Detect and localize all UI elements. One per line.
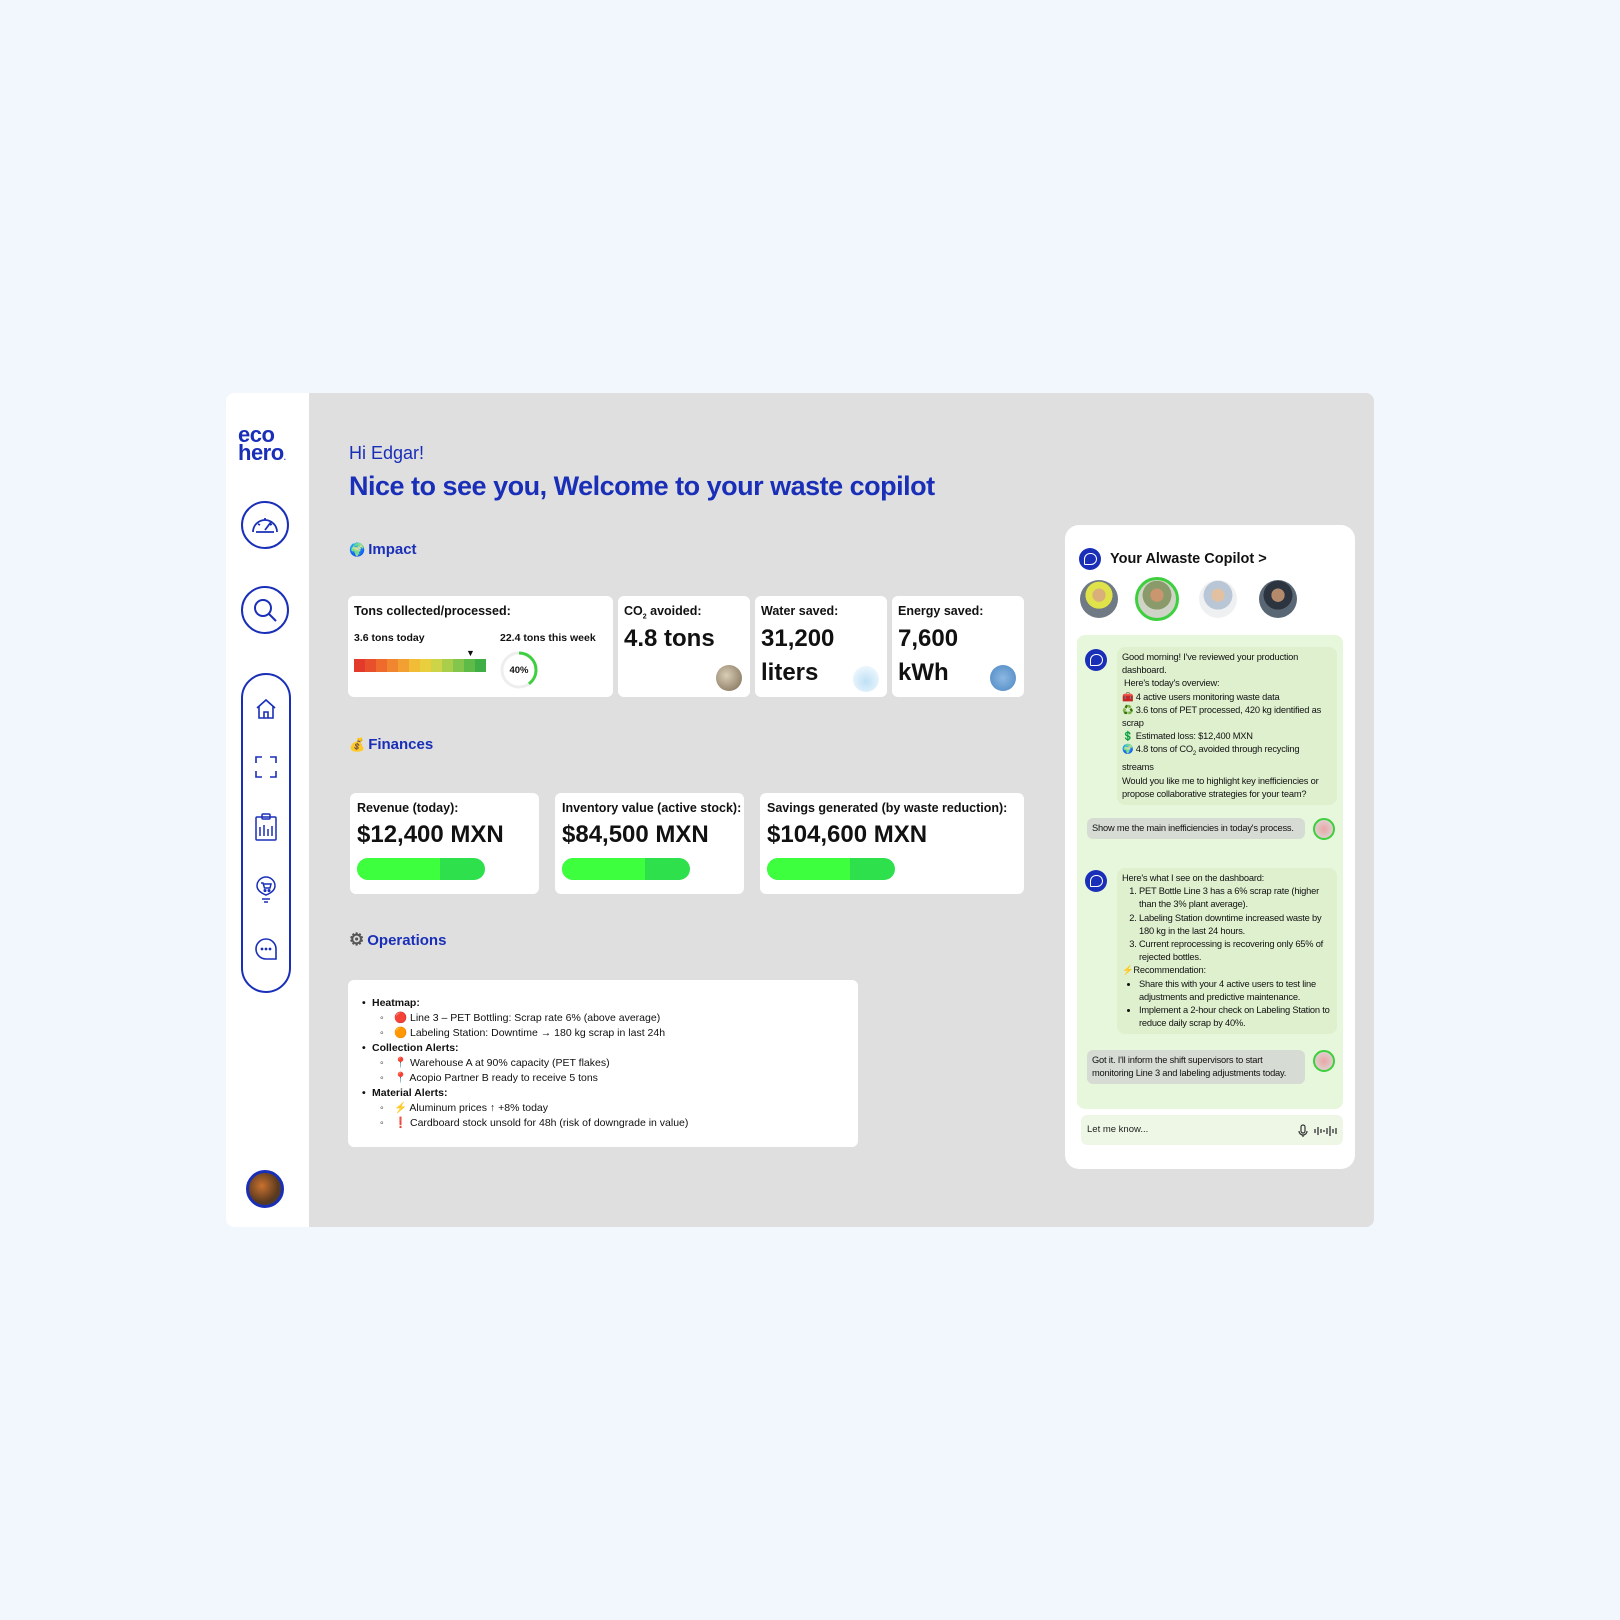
ops-item: ◦ 📍 Warehouse A at 90% capacity (PET flakes) (372, 1056, 688, 1071)
windmill-thumbnail (990, 665, 1016, 691)
ops-item: ◦ 🔴 Line 3 – PET Bottling: Scrap rate 6% (above average) (372, 1011, 688, 1026)
bot-message: Here's what I see on the dashboard: 1. PET Bottle Line 3 has a 6% scrap rate (higher than the 3% plant average). 2. Labeling Station downtime increased waste by 180 kg in the last 24 hours. 3. Current reprocessing is recovering only 65% of rejected bottles. ⚡Recommendation: • Share this with your 4 active users to test line adjustments and predictive maintenance. • Implement a 2-hour check on Labeling Station to reduce daily scrap by 40%. (1117, 868, 1337, 1034)
copilot-icon (1079, 548, 1101, 570)
page-title: Nice to see you, Welcome to your waste copilot (349, 471, 935, 501)
tons-card (348, 596, 613, 697)
copilot-panel (1065, 525, 1355, 1169)
greeting: Hi Edgar! (349, 443, 425, 463)
energy-card (892, 596, 1024, 697)
inventory-value: $84,500 MXN (562, 821, 709, 848)
search-icon (250, 595, 280, 625)
user-avatar[interactable] (246, 1170, 284, 1208)
revenue-value: $12,400 MXN (357, 821, 504, 848)
chat-thread (1077, 635, 1343, 1109)
finances-heading (349, 736, 433, 753)
nav-chat[interactable] (254, 935, 278, 963)
user-message: Show me the main inefficiencies in today's process. (1087, 818, 1305, 839)
impact-heading (349, 541, 417, 558)
finance-card-savings (760, 793, 1024, 894)
tons-week: 22.4 tons this week (500, 632, 596, 644)
ops-group-title: Material Alerts: (372, 1087, 448, 1099)
team-avatar[interactable] (1080, 580, 1118, 618)
ops-group (362, 1086, 688, 1131)
microphone-icon[interactable] (1297, 1124, 1309, 1138)
scan-icon (254, 755, 278, 779)
water-value: 31,200 (761, 625, 835, 652)
ops-group (362, 996, 688, 1041)
water-label: Water saved: (761, 604, 839, 618)
energy-value: 7,600 (898, 625, 959, 652)
savings-value: $104,600 MXN (767, 821, 928, 848)
money-bag-icon: 💰 (349, 736, 366, 752)
ops-group-title: Heatmap: (372, 997, 420, 1009)
brand-logo-line2: hero (238, 440, 284, 465)
water-card (755, 596, 887, 697)
inventory-bar (562, 858, 690, 880)
operations-heading (349, 930, 446, 950)
impact-heading-label: Impact (368, 541, 417, 558)
clipboard-icon (254, 813, 278, 841)
user-message: Got it. I'll inform the shift supervisors to start monitoring Line 3 and labeling adjustments today. (1087, 1050, 1305, 1084)
co2-value: 4.8 tons (624, 625, 715, 652)
gear-icon: ⚙ (349, 930, 365, 949)
user-chat-avatar (1313, 1050, 1335, 1072)
nav-home[interactable] (254, 695, 278, 723)
brand-logo-dot: . (283, 453, 286, 462)
team-avatar[interactable] (1199, 580, 1237, 618)
bot-message: Good morning! I've reviewed your production dashboard. Here's today's overview: 🧰 4 active users monitoring waste data ♻️ 3.6 tons of PET processed, 420 kg identified as scrap 💲 Estimated loss: $12,400 MXN 🌍 4.8 tons of $CO_2$ avoided through recycling streams Would you like me to highlight key inefficiencies or propose collaborative strategies for your team? (1117, 647, 1337, 805)
brand-logo-line1: eco (238, 422, 275, 447)
ops-item: ◦ ⚡ Aluminum prices ↑ +8% today (372, 1101, 688, 1116)
ops-group-title: Collection Alerts: (372, 1042, 459, 1054)
brand-logo[interactable] (238, 422, 286, 467)
team-avatar-selected[interactable] (1135, 577, 1179, 621)
ops-item: ◦ 🟠 Labeling Station: Downtime → 180 kg scrap in last 24h (372, 1026, 688, 1041)
savings-label: Savings generated (by waste reduction): (767, 801, 1008, 815)
finance-card-inventory (555, 793, 744, 894)
user-chat-avatar (1313, 818, 1335, 840)
operations-heading-label: Operations (367, 931, 447, 949)
progress-label: 40% (509, 664, 529, 676)
energy-unit: kWh (898, 659, 949, 686)
tons-label: Tons collected/processed: (354, 604, 511, 618)
inventory-label: Inventory value (active stock): (562, 801, 742, 815)
nav-reports[interactable] (254, 813, 278, 841)
gauge-icon (248, 508, 282, 542)
co2-label: $CO_2$ avoided: (624, 604, 702, 621)
voice-wave-icon[interactable] (1313, 1124, 1339, 1138)
chat-input[interactable] (1081, 1115, 1343, 1145)
sidebar (226, 393, 309, 1227)
tons-today: 3.6 tons today (354, 632, 425, 644)
ops-item: ◦ ❗ Cardboard stock unsold for 48h (risk of downgrade in value) (372, 1116, 688, 1131)
co2-card (618, 596, 750, 697)
bot-avatar-icon (1085, 870, 1107, 892)
chat-input-placeholder: Let me know... (1087, 1124, 1149, 1135)
marketplace-icon (254, 875, 278, 903)
operations-card (348, 980, 858, 1147)
finances-heading-label: Finances (368, 736, 434, 753)
nav-marketplace[interactable] (254, 875, 278, 903)
search-button[interactable] (241, 586, 289, 634)
ops-group (362, 1041, 688, 1086)
finance-card-revenue (350, 793, 539, 894)
home-icon (254, 697, 278, 721)
water-thumbnail (853, 666, 879, 692)
savings-bar (767, 858, 895, 880)
heat-scale (354, 659, 486, 672)
ops-item: ◦ 📍 Acopio Partner B ready to receive 5 tons (372, 1071, 688, 1086)
copilot-title[interactable]: Your Alwaste Copilot > (1110, 551, 1267, 567)
revenue-label: Revenue (today): (357, 801, 459, 815)
factory-thumbnail (716, 665, 742, 691)
dashboard-button[interactable] (241, 501, 289, 549)
heat-scale-marker: ▼ (466, 648, 475, 658)
globe-icon: 🌍 (349, 541, 366, 557)
revenue-bar (357, 858, 485, 880)
bot-avatar-icon (1085, 649, 1107, 671)
chat-icon (254, 937, 278, 961)
nav-pill (241, 673, 291, 993)
water-unit: liters (761, 659, 819, 686)
team-avatar[interactable] (1259, 580, 1297, 618)
nav-scan[interactable] (254, 753, 278, 781)
energy-label: Energy saved: (898, 604, 984, 618)
